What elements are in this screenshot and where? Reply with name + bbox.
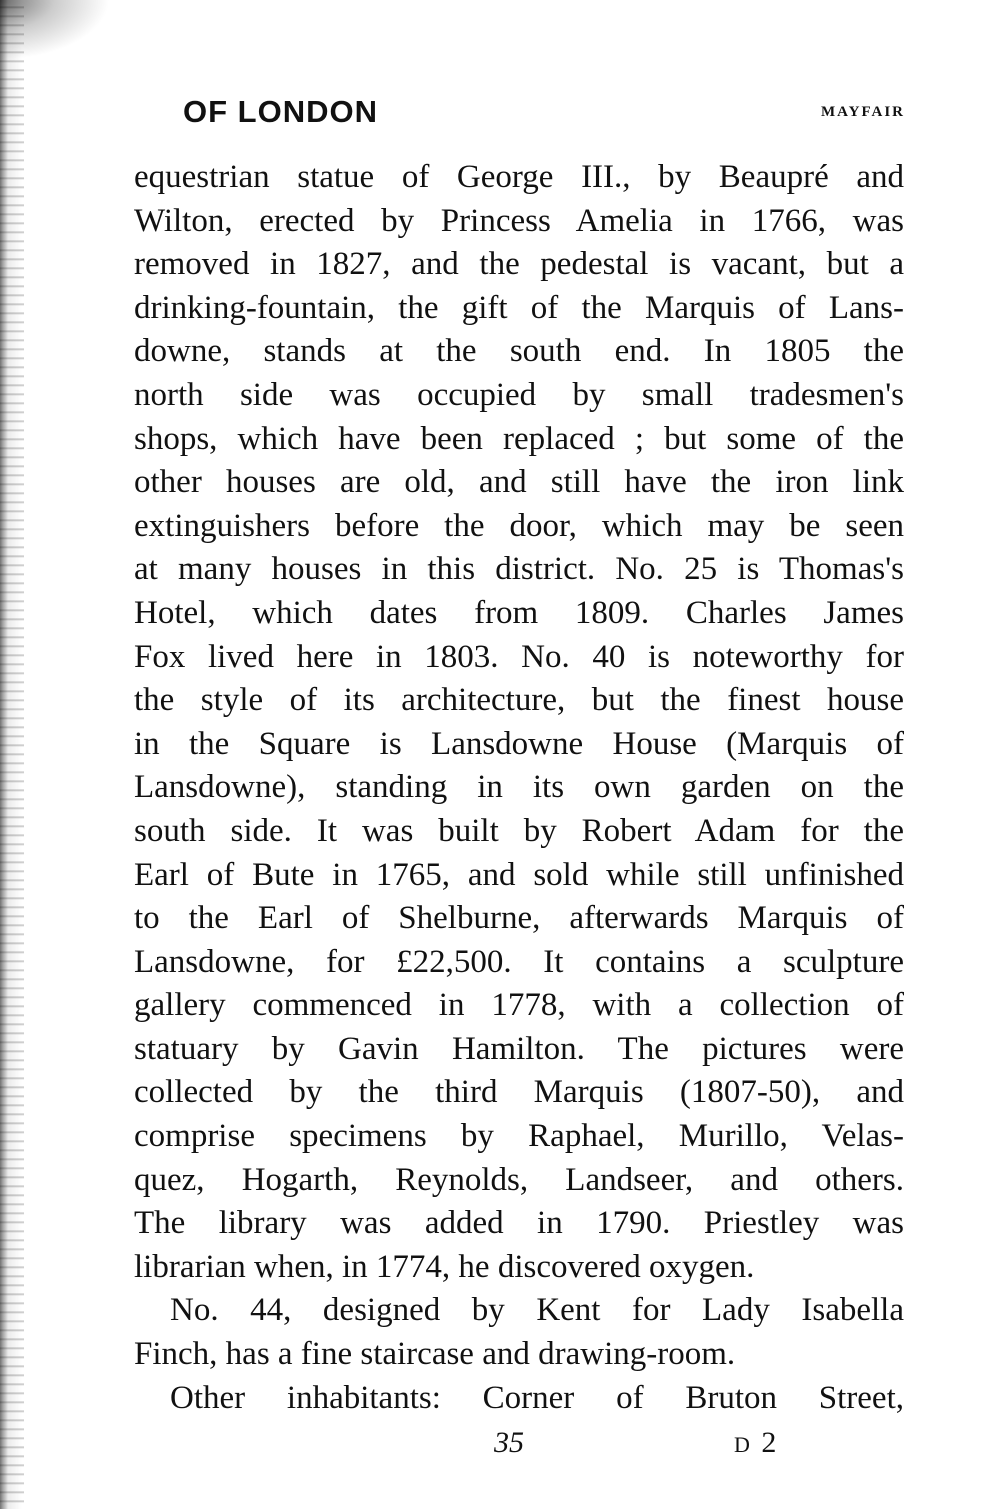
text-line: comprise specimens by Raphael, Murillo, Velas- <box>134 1118 904 1155</box>
text-line: in the Square is Lansdowne House (Marquis of <box>134 725 904 762</box>
running-head <box>183 94 905 138</box>
text-line: extinguishers before the door, which may be seen <box>134 507 904 544</box>
text-line: equestrian statue of George III., by Beaupré and <box>134 159 904 195</box>
text-line: drinking-fountain, the gift of the Marquis of Lans- <box>134 289 904 326</box>
text-line: the style of its architecture, but the finest house <box>134 682 904 719</box>
text-line: Lansdowne, for £22,500. It contains a sculpture <box>134 943 904 980</box>
text-line: other houses are old, and still have the iron link <box>134 464 904 501</box>
text-line: Fox lived here in 1803. No. 40 is noteworthy for <box>134 638 904 675</box>
text-line: gallery commenced in 1778, with a collection of <box>134 987 904 1024</box>
text-line: Lansdowne), standing in its own garden on the <box>134 769 904 806</box>
text-line: Wilton, erected by Princess Amelia in 1766, was <box>134 202 904 239</box>
page-footer <box>134 1426 904 1470</box>
text-line: removed in 1827, and the pedestal is vacant, but a <box>134 246 904 283</box>
text-line: Other inhabitants: Corner of Bruton Street, <box>170 1379 904 1416</box>
text-line: librarian when, in 1774, he discovered oxygen. <box>134 1248 755 1285</box>
page-number: 35 <box>494 1426 524 1459</box>
text-line: downe, stands at the south end. In 1805 the <box>134 333 904 370</box>
body-text <box>134 156 904 1420</box>
text-line: to the Earl of Shelburne, afterwards Marquis of <box>134 900 904 937</box>
text-line: north side was occupied by small tradesmen's <box>134 376 904 413</box>
page-corner-stain <box>0 0 110 60</box>
page-binding-edge <box>0 0 24 1509</box>
text-line: shops, which have been replaced ; but some of the <box>134 420 904 457</box>
running-head-section: MAYFAIR <box>821 104 905 120</box>
text-line: No. 44, designed by Kent for Lady Isabella <box>170 1292 904 1329</box>
signature-mark <box>734 1426 778 1460</box>
text-line: collected by the third Marquis (1807-50), and <box>134 1074 904 1111</box>
text-line: statuary by Gavin Hamilton. The pictures were <box>134 1030 904 1067</box>
text-line: quez, Hogarth, Reynolds, Landseer, and others. <box>134 1161 904 1198</box>
text-line: Finch, has a fine staircase and drawing-room. <box>134 1336 736 1373</box>
signature-number: 2 <box>761 1426 779 1459</box>
text-line: at many houses in this district. No. 25 is Thomas's <box>134 551 904 588</box>
text-line: Earl of Bute in 1765, and sold while still unfinished <box>134 856 904 893</box>
text-line: south side. It was built by Robert Adam for the <box>134 812 904 849</box>
text-line: Hotel, which dates from 1809. Charles James <box>134 594 904 631</box>
running-head-title: OF LONDON <box>183 94 378 129</box>
signature-letter: D <box>734 1432 752 1457</box>
text-line: The library was added in 1790. Priestley was <box>134 1205 904 1242</box>
